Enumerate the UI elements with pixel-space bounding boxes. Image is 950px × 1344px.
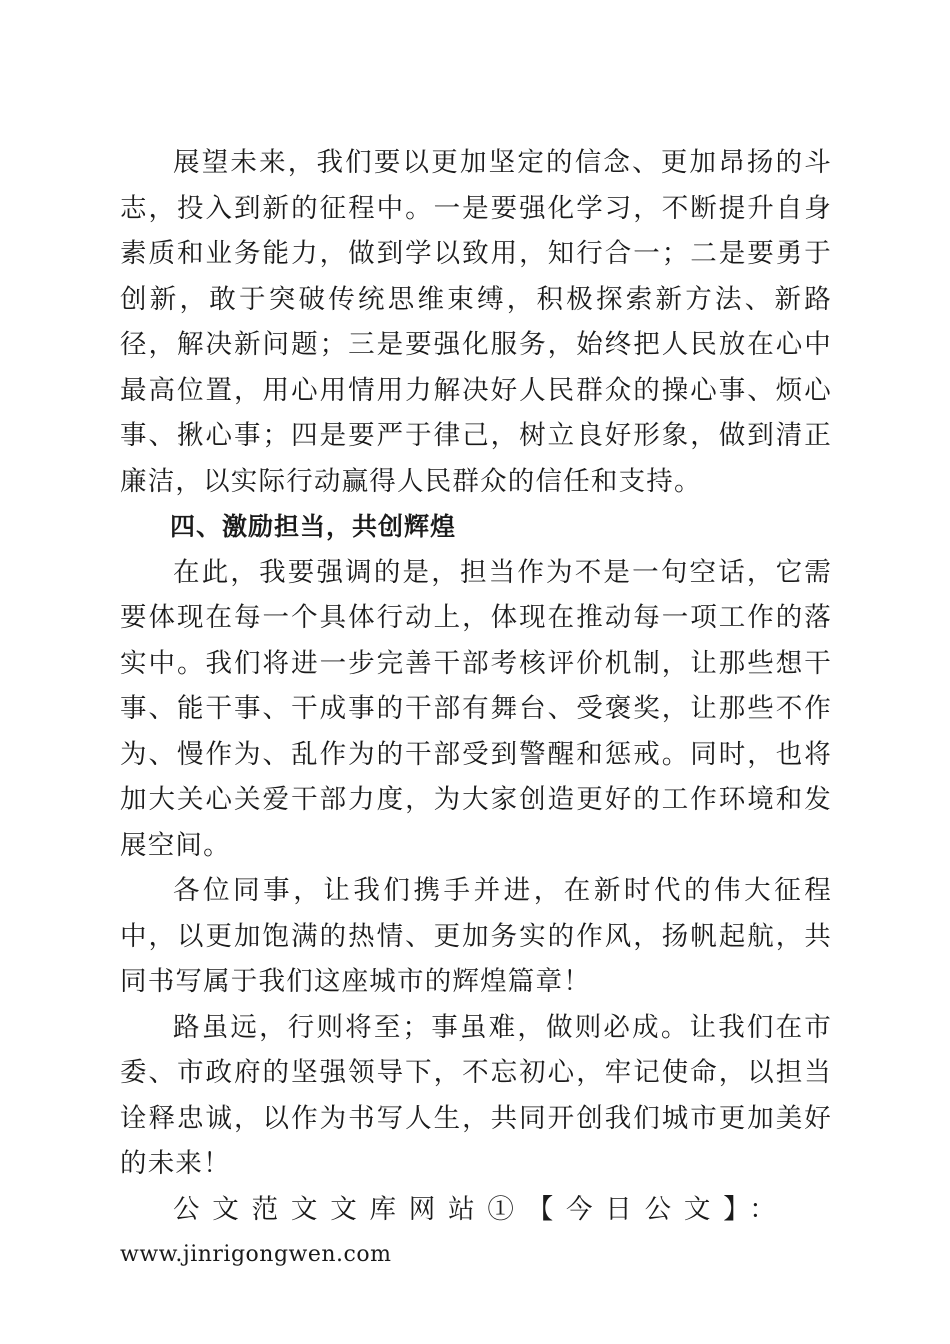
paragraph-closing: 路虽远，行则将至；事虽难，做则必成。让我们在市委、市政府的坚强领导下，不忘初心，牢记使命，以担当诠释忠诚，以作为书写人生，共同开创我们城市更加美好的未来！ xyxy=(120,1011,832,1179)
paragraph-accountability: 在此，我要强调的是，担当作为不是一句空话，它需要体现在每一个具体行动上，体现在推动每一项工作的落实中。我们将进一步完善干部考核评价机制，让那些想干事、能干事、干成事的干部有舞台、受褒奖，让那些不作为、慢作为、乱作为的干部受到警醒和惩戒。同时，也将加大关心关爱干部力度，为大家创造更好的工作环境和发展空间。 xyxy=(120,556,832,861)
document-page xyxy=(120,140,832,1278)
paragraph-call-to-action: 各位同事，让我们携手并进，在新时代的伟大征程中，以更加饱满的热情、更加务实的作风，扬帆起航，共同书写属于我们这座城市的辉煌篇章！ xyxy=(120,875,832,997)
section-heading: 四、激励担当，共创辉煌 xyxy=(170,512,457,541)
footer-source-label: 公文范文文库网站①【今日公文】： xyxy=(173,1193,789,1225)
footer-url: www.jinrigongwen.com xyxy=(120,1242,392,1267)
paragraph-outlook: 展望未来，我们要以更加坚定的信念、更加昂扬的斗志，投入到新的征程中。一是要强化学习，不断提升自身素质和业务能力，做到学以致用，知行合一；二是要勇于创新，敢于突破传统思维束缚，积极探索新方法、新路径，解决新问题；三是要强化服务，始终把人民放在心中最高位置，用心用情用力解决好人民群众的操心事、烦心事、揪心事；四是要严于律己，树立良好形象，做到清正廉洁，以实际行动赢得人民群众的信任和支持。 xyxy=(120,147,832,497)
